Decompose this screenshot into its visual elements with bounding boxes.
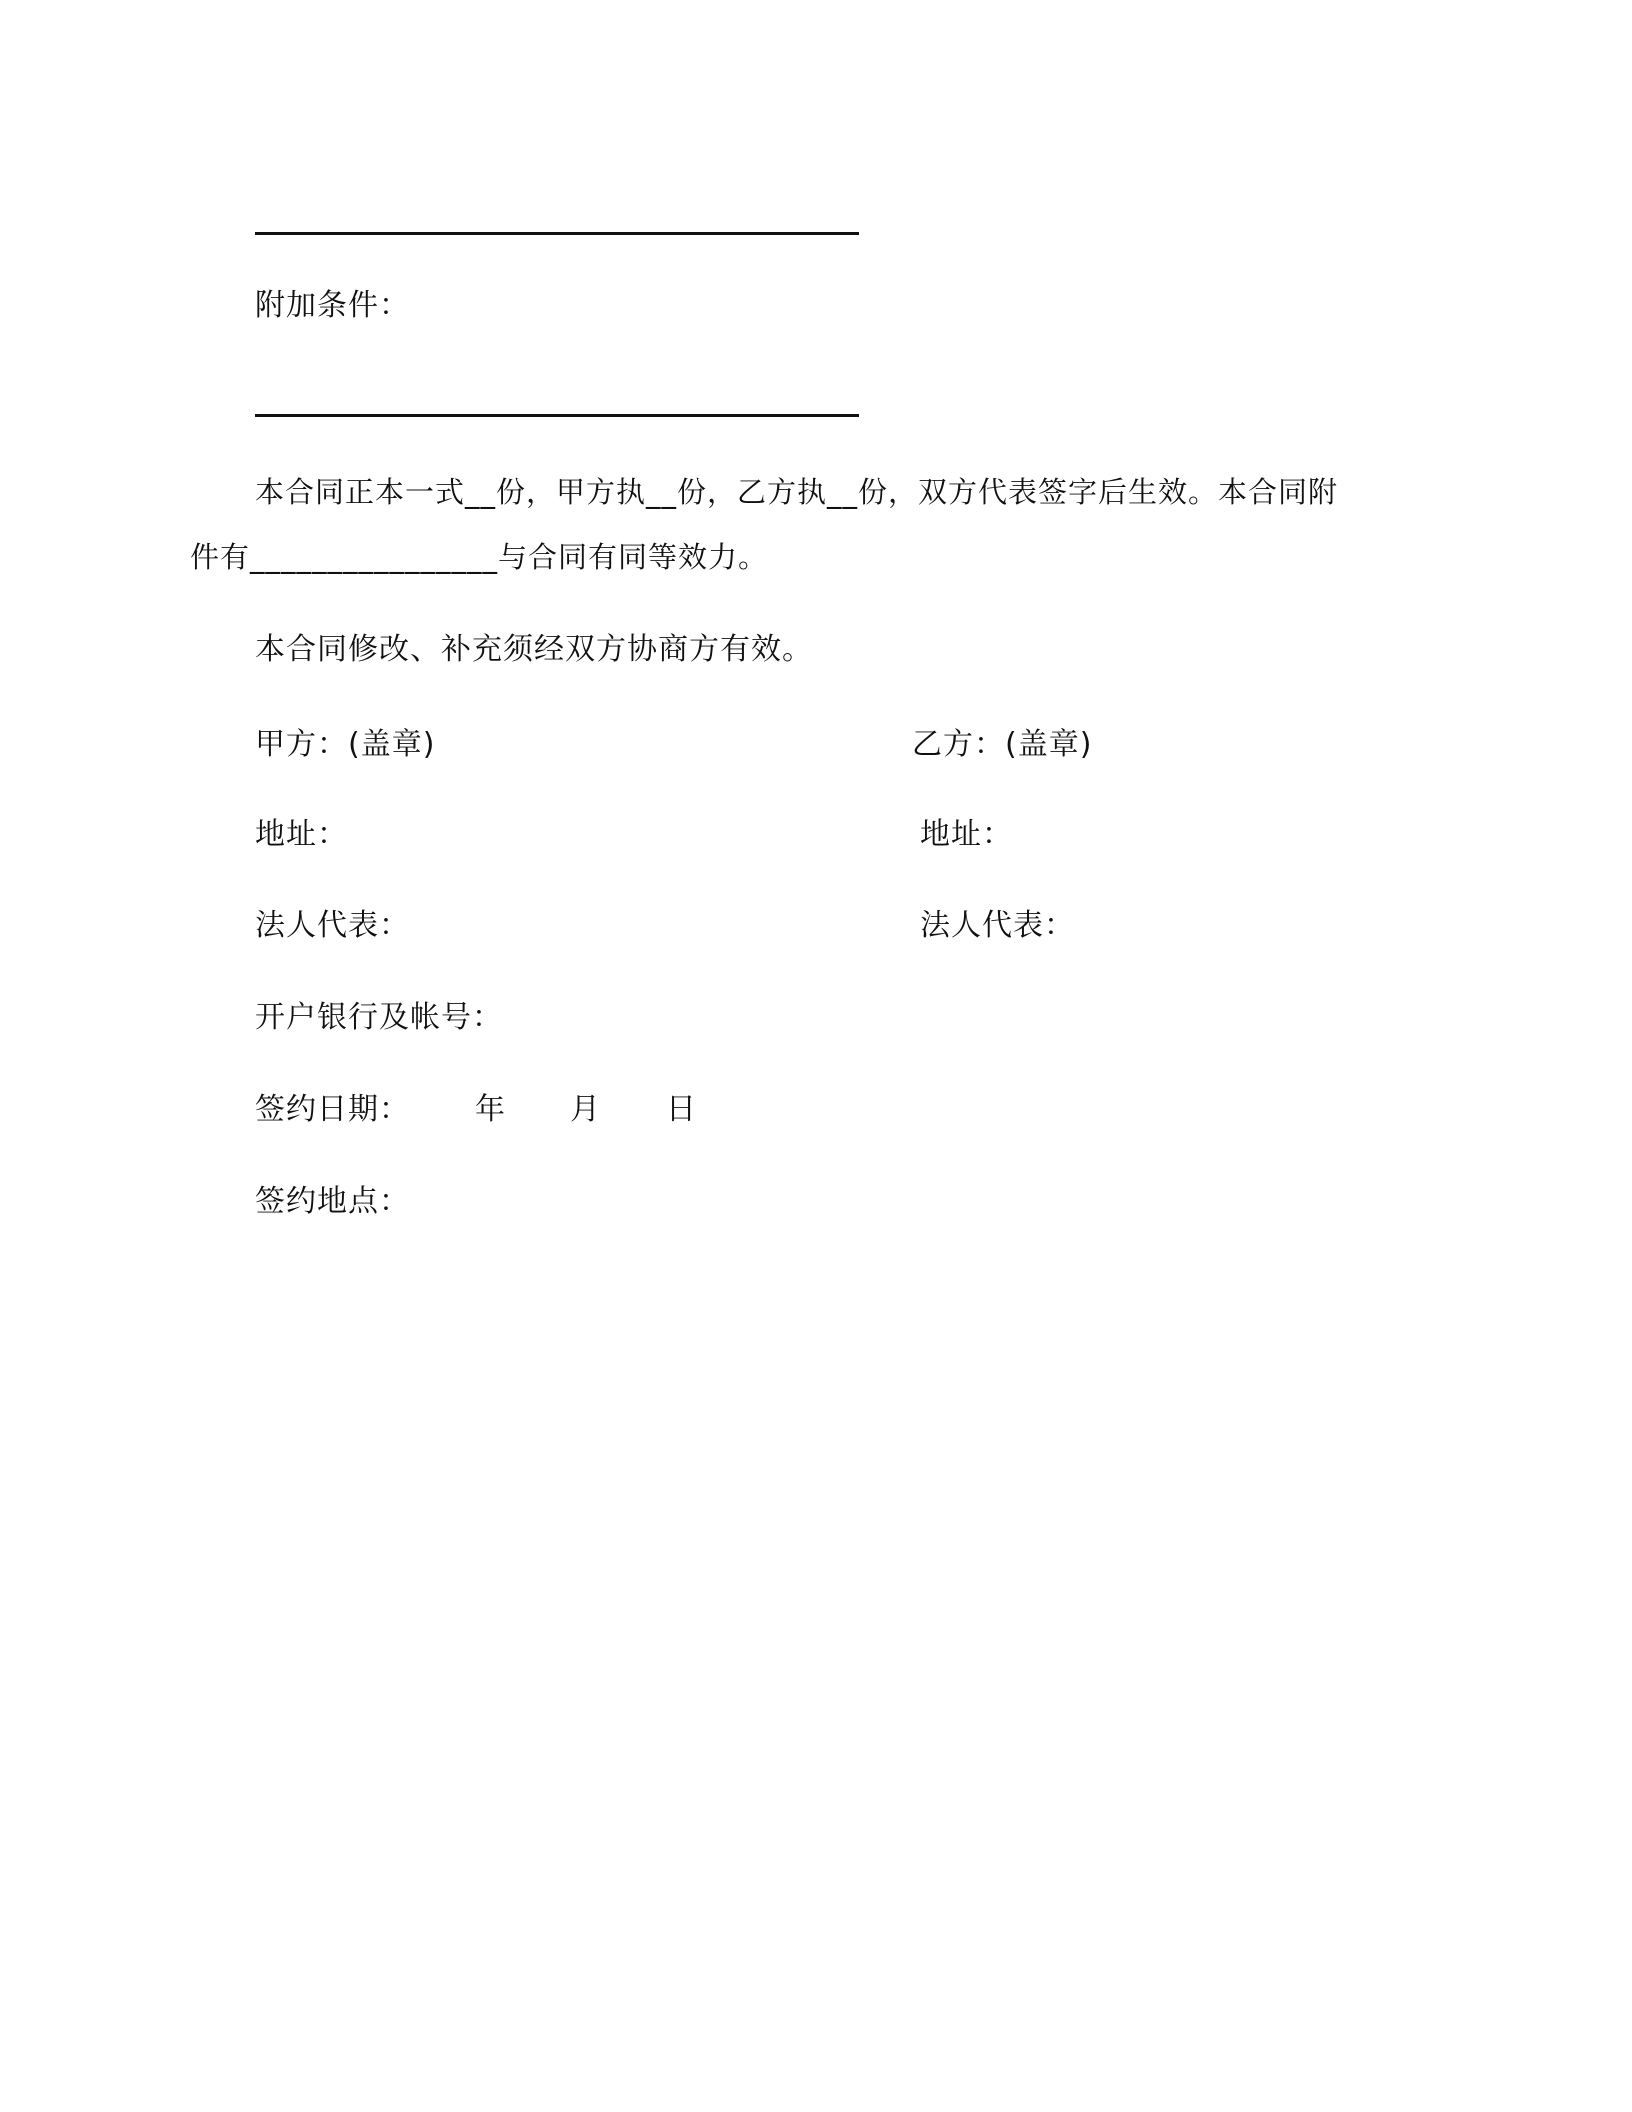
- blank-line-1: [255, 232, 859, 235]
- sign-date-year: 年: [475, 1092, 506, 1127]
- party-b-legal-rep: 法人代表：: [920, 908, 1075, 943]
- blank-line-2: [255, 414, 859, 417]
- sign-place-label: 签约地点：: [255, 1184, 410, 1219]
- party-a-legal-rep: 法人代表：: [255, 908, 410, 943]
- party-b-address: 地址：: [920, 817, 1013, 852]
- sign-date-day: 日: [666, 1092, 697, 1127]
- sign-date-label: 签约日期：: [255, 1092, 410, 1127]
- party-b-label: 乙方：(盖章): [912, 727, 1093, 762]
- party-a-label: 甲方：(盖章): [255, 727, 436, 762]
- party-a-address: 地址：: [255, 817, 348, 852]
- amendment-clause: 本合同修改、补充须经双方协商方有效。: [255, 632, 813, 667]
- copies-clause-line-1: 本合同正本一式__份，甲方执__份，乙方执__份，双方代表签字后生效。本合同附: [255, 475, 1339, 509]
- bank-account-label: 开户银行及帐号：: [255, 1000, 503, 1035]
- copies-clause-line-2: 件有________________与合同有同等效力。: [190, 540, 769, 574]
- additional-terms-label: 附加条件：: [255, 288, 410, 323]
- sign-date-month: 月: [570, 1092, 601, 1127]
